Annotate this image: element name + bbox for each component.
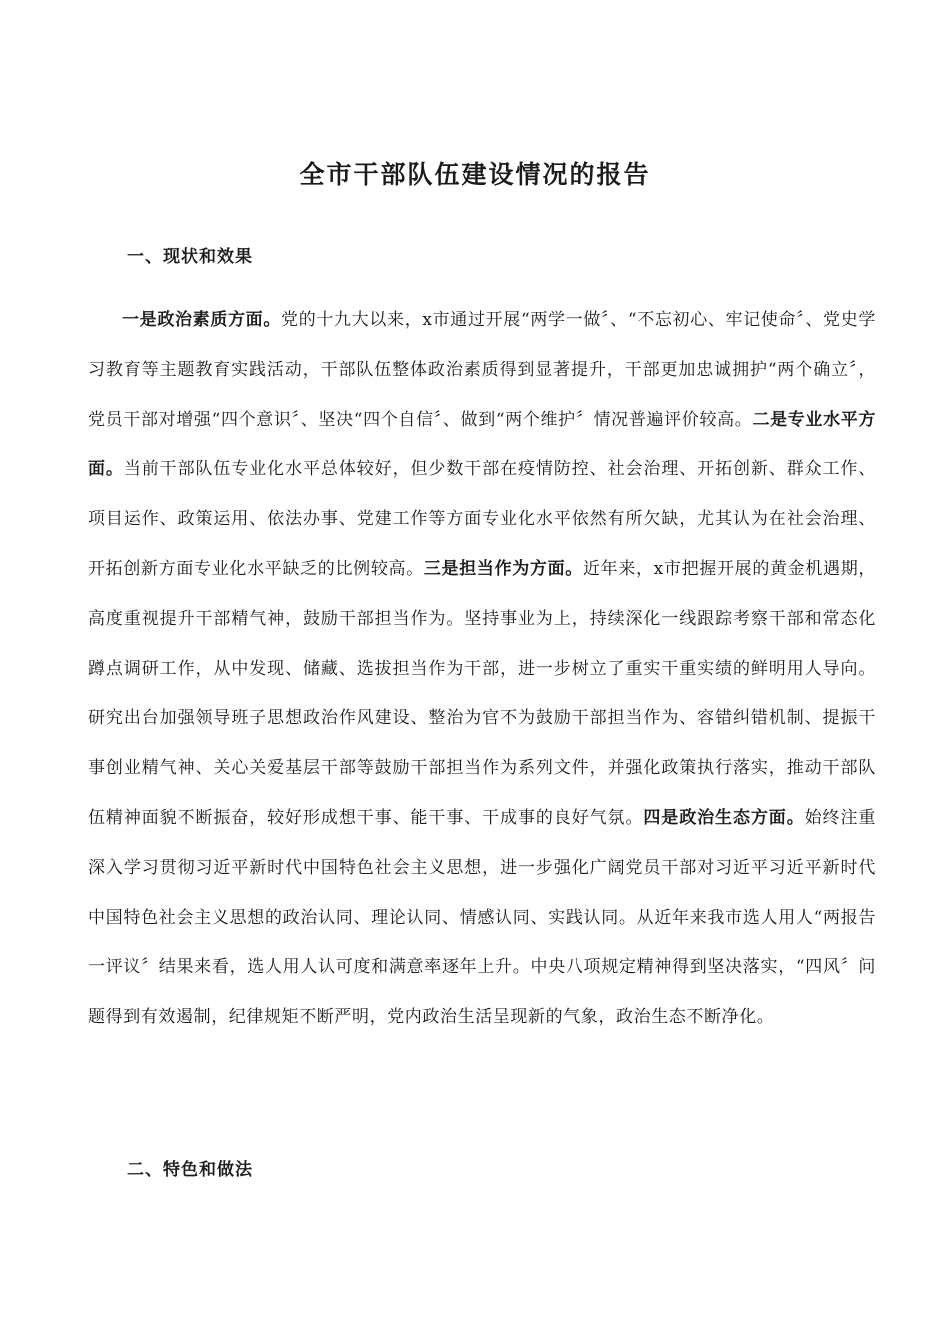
text-responsibility: 近年来，x市把握开展的黄金机遇期，高度重视提升干部精气神，鼓励干部担当作为。坚持事业为上，持续深化一线跟踪考察干部和常态化蹲点调研工作，从中发现、储藏、选拔担当作为干部，进一步树立了重实干重实绩的鲜明用人导向。研究出台加强领导班子思想政治作风建设、整治为官不为鼓励干部担当作为、容错纠错机制、提振干事创业精气神、关心关爱基层干部等鼓励干部担当作为系列文件，并强化政策执行落实，推动干部队伍精神面貌不断振奋，较好形成想干事、能干事、干成事的良好气氛。 (88, 558, 876, 828)
lead-political-quality: 一是政治素质方面。 (122, 310, 282, 330)
text-political-ecology: 始终注重深入学习贯彻习近平新时代中国特色社会主义思想，进一步强化广阔党员干部对习近平习近平新时代中国特色社会主义思想的政治认同、理论认同、情感认同、实践认同。从近年来我市选人用人“两报告一评议〞结果来看，选人用人认可度和满意率逐年上升。中央八项规定精神得到坚决落实，“四风〞问题得到有效遏制，纪律规矩不断严明，党内政治生活呈现新的气象，政治生态不断净化。 (88, 807, 876, 1028)
body-paragraph (88, 296, 876, 1043)
lead-responsibility: 三是担当作为方面。 (423, 558, 583, 579)
text-political-quality: 党的十九大以来，x市通过开展“两学一做〞、“不忘初心、牢记使命〞、党史学习教育等主题教育实践活动，干部队伍整体政治素质得到显著提升，干部更加忠诚拥护“两个确立〞，党员干部对增强“四个意识〞、坚决“四个自信〞、做到“两个维护〞情况普遍评价较高。 (88, 310, 876, 430)
section-heading-features: 二、特色和做法 (127, 1160, 253, 1180)
lead-political-ecology: 四是政治生态方面。 (643, 807, 805, 828)
section-heading-status: 一、现状和效果 (127, 247, 253, 267)
document-title: 全市干部队伍建设情况的报告 (299, 160, 651, 189)
lead-professional-level: 二是专业水平方面。 (88, 409, 876, 480)
text-professional-level: 当前干部队伍专业化水平总体较好，但少数干部在疫情防控、社会治理、开拓创新、群众工作、项目运作、政策运用、依法办事、党建工作等方面专业化水平依然有所欠缺，尤其认为在社会治理、开拓创新方面专业化水平缺乏的比例较高。 (88, 459, 877, 579)
